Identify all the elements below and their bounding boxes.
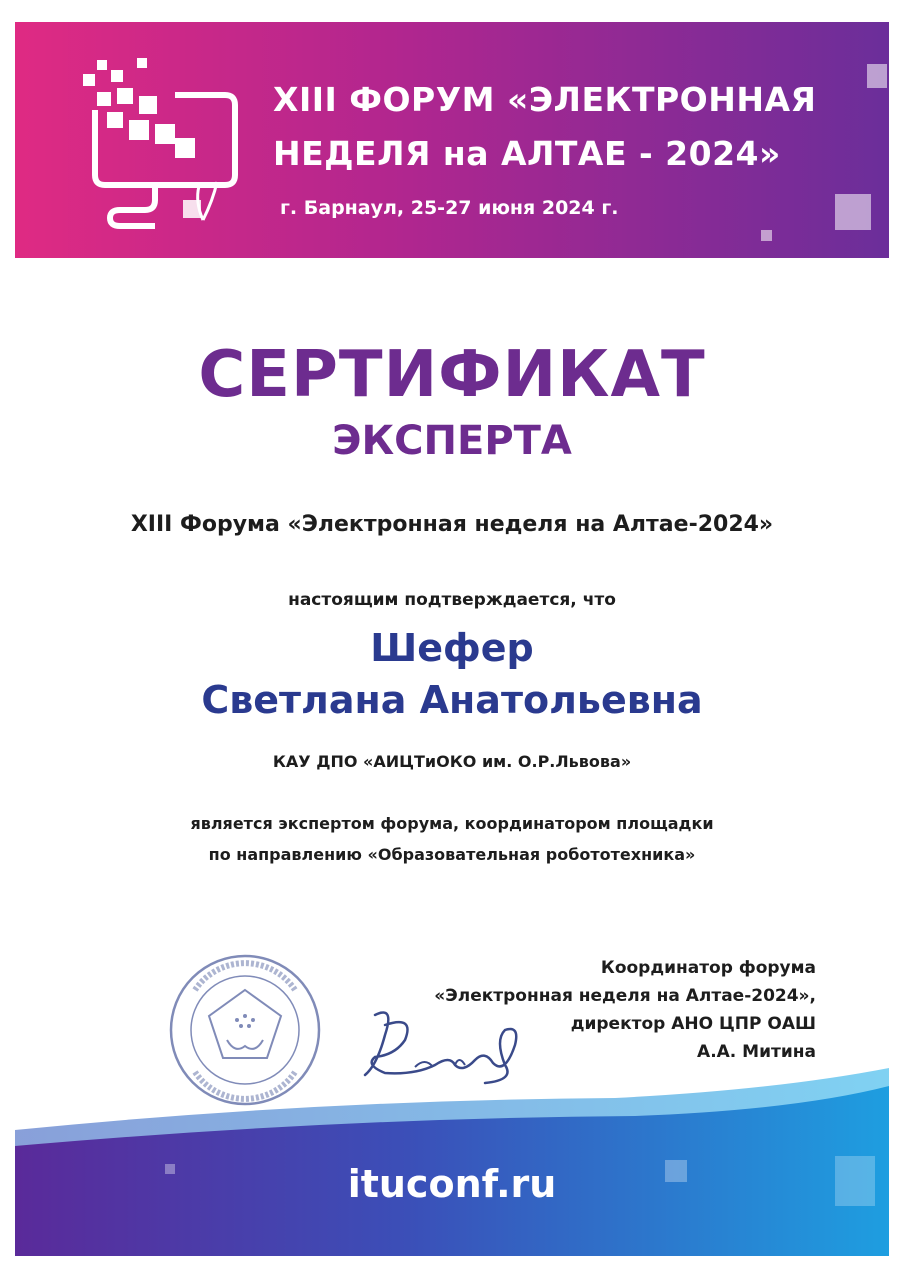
header-title-line1: XIII ФОРУМ «ЭЛЕКТРОННАЯ bbox=[273, 80, 817, 119]
forum-name: XIII Форума «Электронная неделя на Алтае-2024» bbox=[130, 512, 774, 537]
header-location-date: г. Барнаул, 25-27 июня 2024 г. bbox=[280, 197, 619, 219]
confirmation-text: настоящим подтверждается, что bbox=[288, 590, 616, 610]
recipient-given-names: Светлана Анатольевна bbox=[201, 678, 703, 722]
website-link[interactable]: ituconf.ru bbox=[347, 1162, 557, 1206]
decor-square bbox=[761, 230, 772, 241]
decor-square bbox=[867, 64, 887, 88]
role-line2: по направлению «Образовательная робототехника» bbox=[208, 845, 696, 864]
signatory-line1: Координатор форума bbox=[600, 958, 816, 978]
footer-wave-banner bbox=[15, 1060, 889, 1256]
signatory-line3: директор АНО ЦПР ОАШ bbox=[570, 1014, 816, 1034]
signatory-line2: «Электронная неделя на Алтае-2024», bbox=[434, 986, 816, 1006]
certificate-title: СЕРТИФИКАТ bbox=[198, 338, 706, 412]
header-banner bbox=[15, 22, 889, 258]
recipient-surname: Шефер bbox=[370, 626, 534, 670]
header-title-line2: НЕДЕЛЯ на АЛТАЕ - 2024» bbox=[273, 134, 781, 173]
role-line1: является экспертом форума, координатором площадки bbox=[190, 814, 714, 833]
certificate-subtitle: ЭКСПЕРТА bbox=[332, 418, 572, 464]
decor-square bbox=[835, 194, 871, 230]
signatory-name: А.А. Митина bbox=[697, 1042, 816, 1062]
forum-computer-logo-icon bbox=[75, 50, 245, 230]
recipient-organization: КАУ ДПО «АИЦТиОКО им. О.Р.Львова» bbox=[272, 752, 632, 771]
